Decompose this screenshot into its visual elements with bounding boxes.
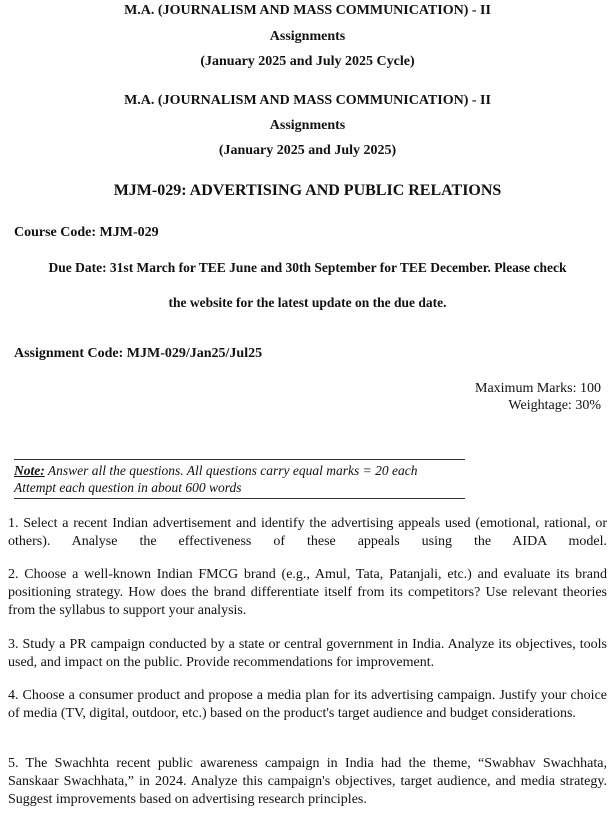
question-1: 1. Select a recent Indian advertisement and identify the advertising appeals used (emotional, rational, or others). Analyse the effectiveness of these appeals using the AIDA model. — [8, 516, 607, 549]
max-marks: Maximum Marks: 100 — [475, 381, 601, 396]
header2-cycle: (January 2025 and July 2025) — [218, 143, 397, 158]
question-2: 2. Choose a well-known Indian FMCG brand (e.g., Amul, Tata, Patanjali, etc.) and evaluate its brand positioning strategy. How does the brand differentiate itself from its competitors? Use relevant theories from the syllabus to support your analysis. — [8, 567, 607, 618]
course-title: MJM-029: ADVERTISING AND PUBLIC RELATIONS — [113, 182, 502, 199]
marks-block — [475, 380, 601, 414]
question-5: 5. The Swachhta recent public awareness campaign in India had the theme, “Swabhav Swachhata, Sanskaar Swachhata,” in 2024. Analyze this campaign's objectives, target audience, and media strategy. Suggest improvements based on advertising research principles. — [8, 756, 607, 807]
header2-program: M.A. (JOURNALISM AND MASS COMMUNICATION) - II — [124, 93, 491, 108]
header1-cycle: (January 2025 and July 2025 Cycle) — [200, 54, 415, 69]
header1-type: Assignments — [269, 29, 346, 44]
question-3: 3. Study a PR campaign conducted by a state or central government in India. Analyze its objectives, tools used, and impact on the public. Provide recommendations for improvement. — [8, 637, 607, 670]
question-4: 4. Choose a consumer product and propose a media plan for its advertising campaign. Justify your choice of media (TV, digital, outdoor, etc.) based on the product's target audience and budget considerations. — [8, 688, 607, 721]
course-code: Course Code: MJM-029 — [14, 225, 159, 240]
due-date-line1: Due Date: 31st March for TEE June and 30th September for TEE December. Please check — [48, 260, 567, 275]
header1-program: M.A. (JOURNALISM AND MASS COMMUNICATION) - II — [124, 3, 491, 18]
note-box — [14, 459, 465, 499]
note-line1: Answer all the questions. All questions carry equal marks = 20 each — [44, 463, 418, 478]
assignment-code: Assignment Code: MJM-029/Jan25/Jul25 — [14, 346, 263, 361]
due-date-line2: the website for the latest update on the due date. — [168, 295, 447, 310]
weightage: Weightage: 30% — [508, 398, 601, 413]
note-line2: Attempt each question in about 600 words — [14, 480, 242, 495]
header2-type: Assignments — [269, 118, 346, 133]
note-label: Note: — [14, 463, 45, 478]
